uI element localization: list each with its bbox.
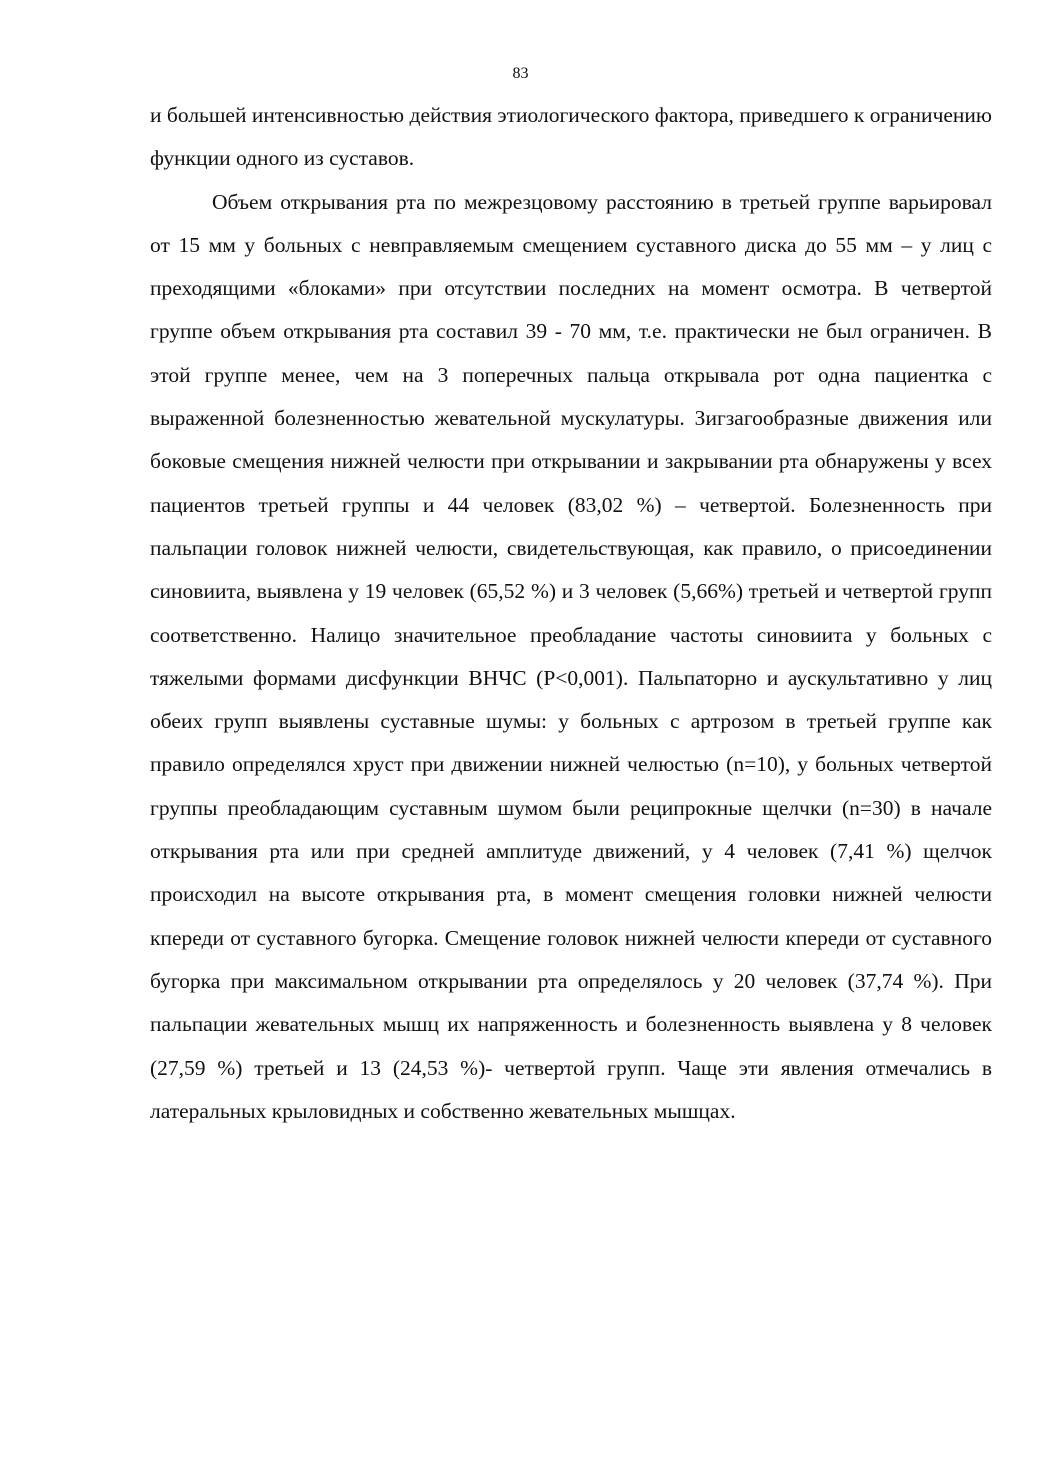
body-text xyxy=(150,94,992,1133)
paragraph-continuation: и большей интенсивностью действия этиологического фактора, приведшего к ограничению функции одного из суставов. xyxy=(150,103,992,171)
paragraph-mouth-opening: Объем открывания рта по межрезцовому расстоянию в третьей группе варьировал от 15 мм у больных с невправляемым смещением суставного диска до 55 мм – у лиц с преходящими «блоками» при отсутствии последних на момент осмотра. В четвертой группе объем открывания рта составил 39 - 70 мм, т.е. практически не был ограничен. В этой группе менее, чем на 3 поперечных пальца открывала рот одна пациентка с выраженной болезненностью жевательной мускулатуры. Зигзагообразные движения или боковые смещения нижней челюсти при открывании и закрывании рта обнаружены у всех пациентов третьей группы и 44 человек (83,02 %) – четвертой. Болезненность при пальпации головок нижней челюсти, свидетельствующая, как правило, о присоединении синовиита, выявлена у 19 человек (65,52 %) и 3 человек (5,66%) третьей и четвертой групп соответственно. Налицо значительное преобладание частоты синовиита у больных с тяжелыми формами дисфункции ВНЧС (P<0,001). Пальпаторно и аускультативно у лиц обеих групп выявлены суставные шумы: у больных с артрозом в третьей группе как правило определялся хруст при движении нижней челюстью (n=10), у больных четвертой группы преобладающим суставным шумом были реципрокные щелчки (n=30) в начале открывания рта или при средней амплитуде движений, у 4 человек (7,41 %) щелчок происходил на высоте открывания рта, в момент смещения головки нижней челюсти кпереди от суставного бугорка. Смещение головок нижней челюсти кпереди от суставного бугорка при максимальном открывании рта определялось у 20 человек (37,74 %). При пальпации жевательных мышц их напряженность и болезненность выявлена у 8 человек (27,59 %) третьей и 13 (24,53 %)- четвертой групп. Чаще эти явления отмечались в латеральных крыловидных и собственно жевательных мышцах. xyxy=(150,189,992,1123)
page-number: 83 xyxy=(512,65,529,82)
